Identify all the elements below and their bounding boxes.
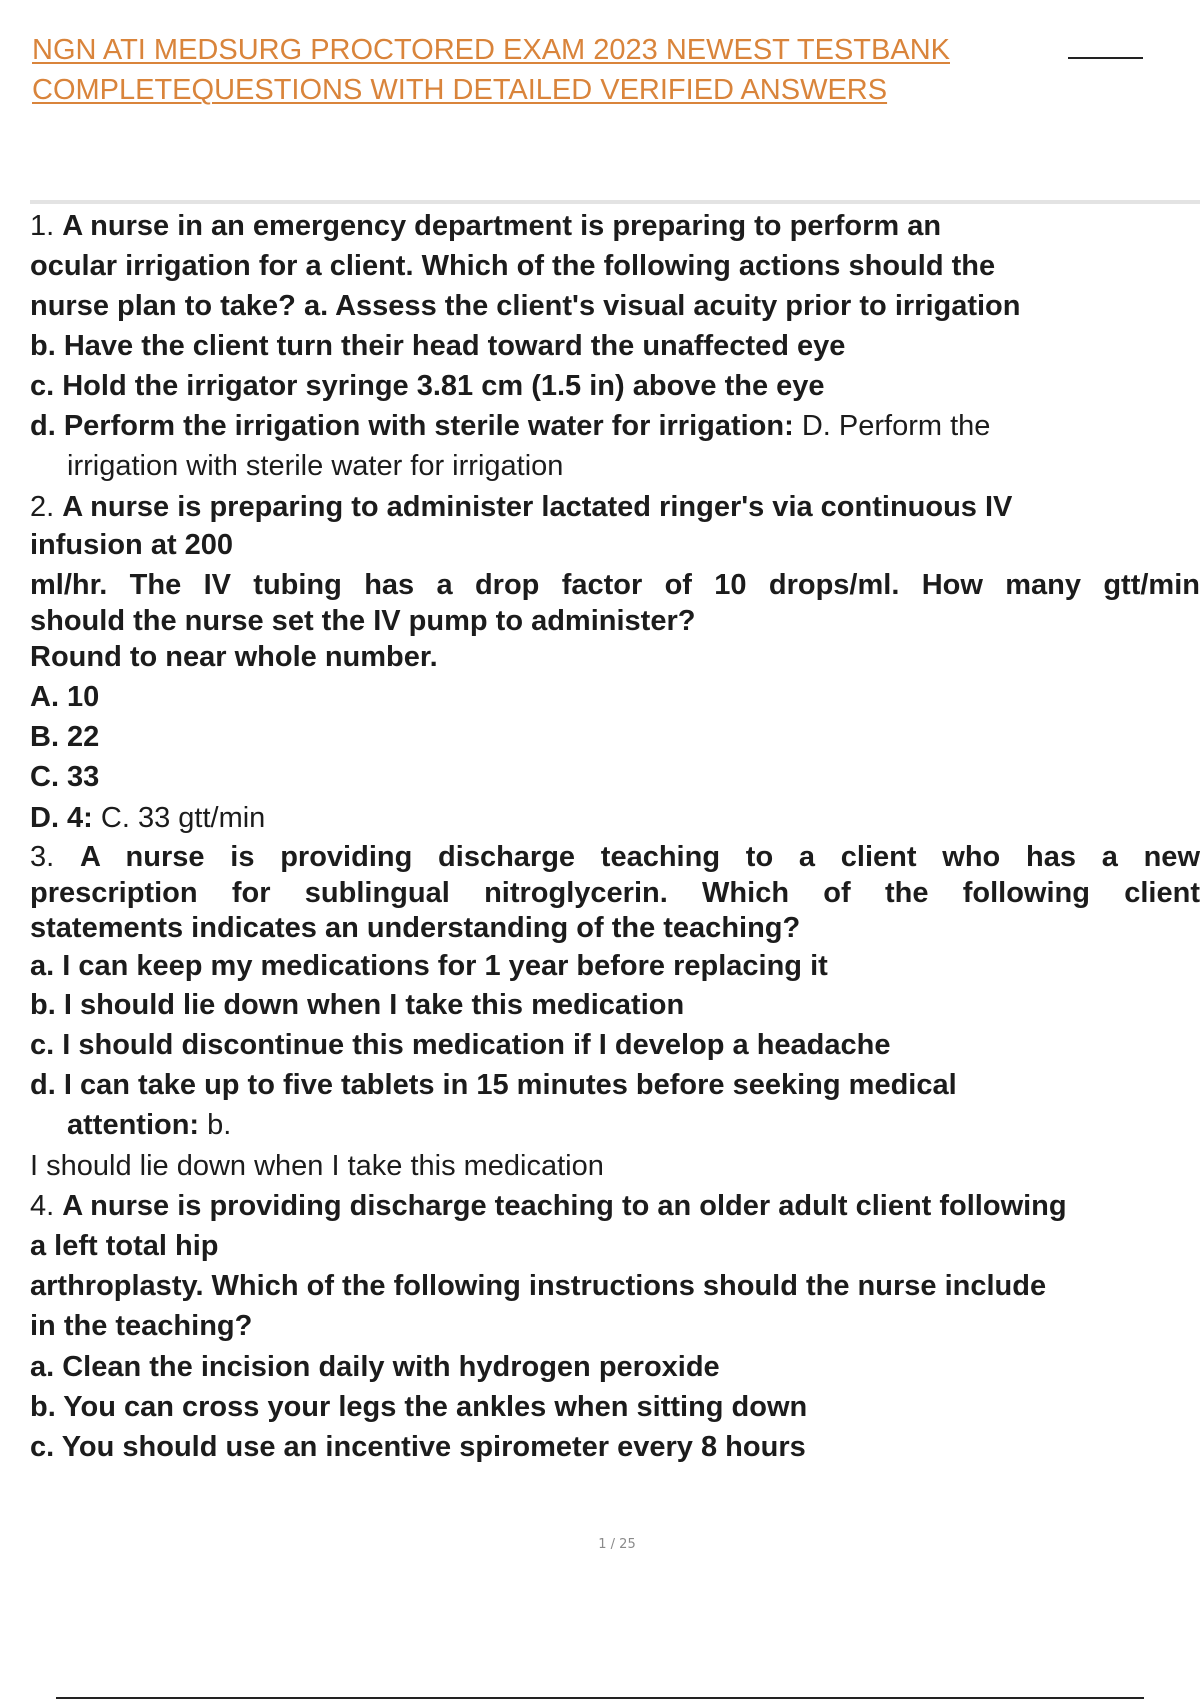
question-3-answer-continued: I should lie down when I take this medication [30, 1150, 604, 1182]
question-4-line-3: arthroplasty. Which of the following instructions should the nurse include [30, 1270, 1047, 1302]
question-4-option-b: b. You can cross your legs the ankles when sitting down [30, 1391, 808, 1423]
question-3-line-2: prescription for sublingual nitroglycerin. Which of the following client [30, 877, 1200, 909]
question-4-option-a: a. Clean the incision daily with hydrogen peroxide [30, 1351, 720, 1383]
question-text: A nurse is preparing to administer lactated ringer's via continuous IV [62, 491, 1013, 523]
question-number: 2. [30, 491, 55, 523]
question-1-line-2: ocular irrigation for a client. Which of the following actions should the [30, 250, 996, 282]
page-number: 1 / 25 [598, 1537, 636, 1552]
question-1-option-c: c. Hold the irrigator syringe 3.81 cm (1.5 in) above the eye [30, 370, 825, 402]
question-text: A nurse is providing discharge teaching to a client who has a new [79, 841, 1200, 873]
question-2-option-b: B. 22 [30, 721, 100, 753]
title-underline-rule [1068, 57, 1143, 59]
section-divider [30, 200, 1200, 204]
question-3-option-d-continued [67, 1108, 231, 1142]
question-2-line-5: Round to near whole number. [30, 641, 438, 673]
question-text: A nurse in an emergency department is preparing to perform an [62, 210, 942, 242]
question-2-option-d [30, 801, 265, 835]
question-number: 4. [30, 1190, 55, 1222]
question-4-line-4: in the teaching? [30, 1310, 253, 1342]
question-2-line-1 [30, 490, 1012, 524]
question-1-option-d [30, 409, 990, 443]
option-text: d. Perform the irrigation with sterile water for irrigation: [30, 410, 794, 442]
answer-text: b. [207, 1109, 232, 1141]
question-2-option-a: A. 10 [30, 681, 100, 713]
answer-text: D. Perform the [801, 410, 991, 442]
question-3-option-a: a. I can keep my medications for 1 year before replacing it [30, 950, 828, 982]
question-3-line-1 [30, 840, 1200, 874]
question-4-line-2: a left total hip [30, 1230, 219, 1262]
question-number: 1. [30, 210, 55, 242]
question-1-line-1 [30, 209, 941, 243]
question-3-line-3: statements indicates an understanding of the teaching? [30, 912, 801, 944]
question-text: A nurse is providing discharge teaching to an older adult client following [62, 1190, 1067, 1222]
question-1-answer-continued: irrigation with sterile water for irrigation [67, 450, 564, 482]
question-4-option-c: c. You should use an incentive spirometer every 8 hours [30, 1431, 806, 1463]
document-title-line-1: NGN ATI MEDSURG PROCTORED EXAM 2023 NEWEST TESTBANK [32, 34, 950, 66]
question-3-option-d: d. I can take up to five tablets in 15 minutes before seeking medical [30, 1069, 957, 1101]
question-2-line-2: infusion at 200 [30, 529, 234, 561]
option-text: attention: [67, 1109, 200, 1141]
footer-rule [56, 1697, 1144, 1699]
question-2-option-c: C. 33 [30, 761, 100, 793]
question-2-line-3: ml/hr. The IV tubing has a drop factor of 10 drops/ml. How many gtt/min [30, 569, 1200, 601]
question-1-line-3: nurse plan to take? a. Assess the client's visual acuity prior to irrigation [30, 290, 1021, 322]
document-title-line-2: COMPLETEQUESTIONS WITH DETAILED VERIFIED ANSWERS [32, 74, 888, 106]
option-text: D. 4: [30, 802, 93, 834]
answer-text: C. 33 gtt/min [100, 802, 266, 834]
question-3-option-c: c. I should discontinue this medication if I develop a headache [30, 1029, 891, 1061]
question-1-option-b: b. Have the client turn their head toward the unaffected eye [30, 330, 846, 362]
question-2-line-4: should the nurse set the IV pump to administer? [30, 605, 696, 637]
question-number: 3. [30, 841, 55, 873]
question-3-option-b: b. I should lie down when I take this medication [30, 989, 685, 1021]
question-4-line-1 [30, 1189, 1067, 1223]
